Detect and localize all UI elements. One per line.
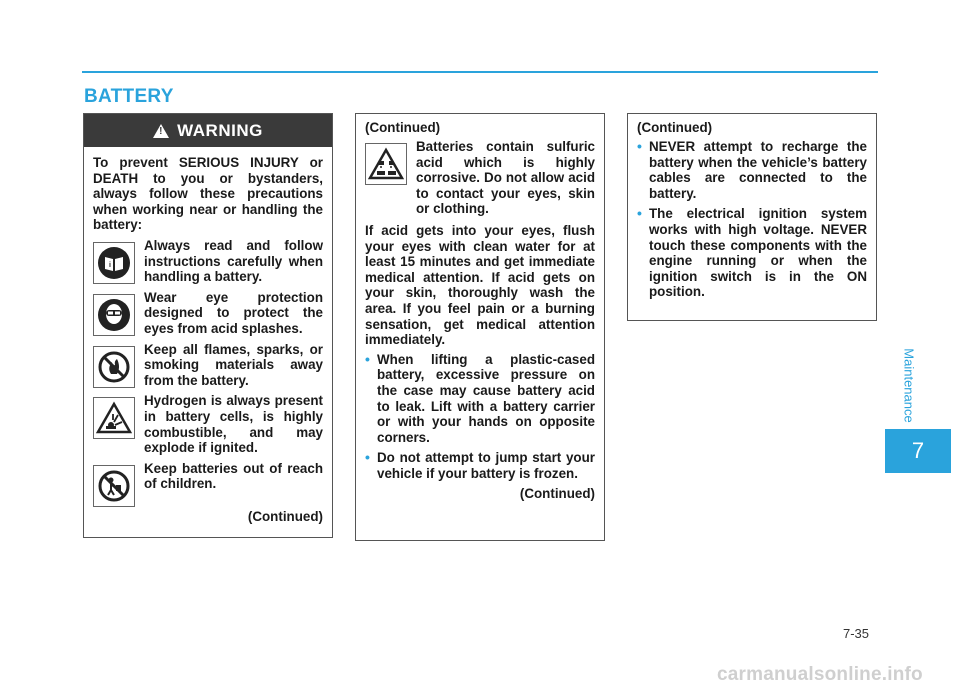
- warning-item-corrosive: [365, 139, 595, 217]
- bullet-icon: •: [637, 205, 642, 222]
- page-number: 7-35: [843, 626, 870, 641]
- continued-label: (Continued): [365, 120, 441, 135]
- bullet-icon: •: [637, 138, 642, 154]
- bullet-icon: •: [365, 350, 370, 367]
- warning-box-continued-2: [627, 113, 877, 321]
- corrosive-hazard-icon: [365, 143, 407, 185]
- warning-item-children: [93, 461, 323, 507]
- warning-item-text: Hydrogen is always present in battery cells, is highly combustible, and may explode if ignited.: [144, 393, 323, 456]
- warning-item-read-manual: [93, 238, 323, 285]
- eye-protection-icon: [93, 294, 135, 336]
- chapter-tab: 7: [885, 429, 951, 473]
- list-item: • Do not attempt to jump start your vehicle if your battery is frozen.: [365, 449, 595, 481]
- continued-label: (Continued): [519, 486, 595, 502]
- acid-first-aid-paragraph: If acid gets into your eyes, flush your eyes with clean water for at least 15 minutes and get immediate medical attention. If acid gets on your skin, thoroughly wash the area. If you feel pain or a burning sensation, get medical attention immediately.: [365, 222, 595, 348]
- bullet-icon: •: [365, 449, 370, 466]
- section-title: BATTERY: [84, 86, 174, 107]
- continued-label: (Continued): [637, 120, 713, 135]
- warning-item-eye-protection: [93, 290, 323, 337]
- warning-item-text: Keep batteries out of reach of children.: [144, 460, 323, 492]
- sidebar-section-label: Maintenance: [901, 347, 917, 423]
- corrosive-warning-text: Batteries contain sulfuric acid which is highly corrosive. Do not allow acid to contact your eyes, skin or clothing.: [416, 139, 595, 217]
- warning-item-no-flames: [93, 342, 323, 389]
- bullet-list: [356, 348, 604, 482]
- top-rule: [82, 71, 878, 73]
- list-item: • The electrical ignition system works with high voltage. NEVER touch these components with the engine running or when the ignition switch is in the ON position.: [637, 205, 867, 300]
- warning-item-text: Wear eye protection designed to protect the eyes from acid splashes.: [144, 289, 323, 336]
- warning-intro: To prevent SERIOUS INJURY or DEATH to you or bystanders, always follow these precautions when working near or handling the battery:: [93, 155, 323, 233]
- bullet-list: [628, 137, 876, 300]
- warning-box: [83, 113, 333, 538]
- keep-away-children-icon: [93, 465, 135, 507]
- continued-label: (Continued): [247, 508, 323, 524]
- list-item: • NEVER attempt to recharge the battery when the vehicle’s battery cables are connected to the battery.: [637, 138, 867, 201]
- warning-label: WARNING: [177, 120, 263, 140]
- explosive-hazard-icon: [93, 397, 135, 439]
- warning-box-continued-1: [355, 113, 605, 541]
- warning-item-explosive: [93, 393, 323, 455]
- list-item: • When lifting a plastic-cased battery, excessive pressure on the case may cause battery acid to leak. Lift with a battery carrier or with your hands on opposite corners.: [365, 350, 595, 445]
- svg-text:i: i: [109, 261, 111, 269]
- warning-item-text: Keep all flames, sparks, or smoking materials away from the battery.: [144, 341, 323, 388]
- warning-item-text: Always read and follow instructions carefully when handling a battery.: [144, 237, 323, 285]
- warning-header: [84, 114, 332, 147]
- no-flames-icon: [93, 346, 135, 388]
- warning-triangle-icon: [153, 124, 169, 138]
- watermark: carmanualsonline.info: [717, 664, 923, 685]
- read-manual-icon: [93, 242, 135, 284]
